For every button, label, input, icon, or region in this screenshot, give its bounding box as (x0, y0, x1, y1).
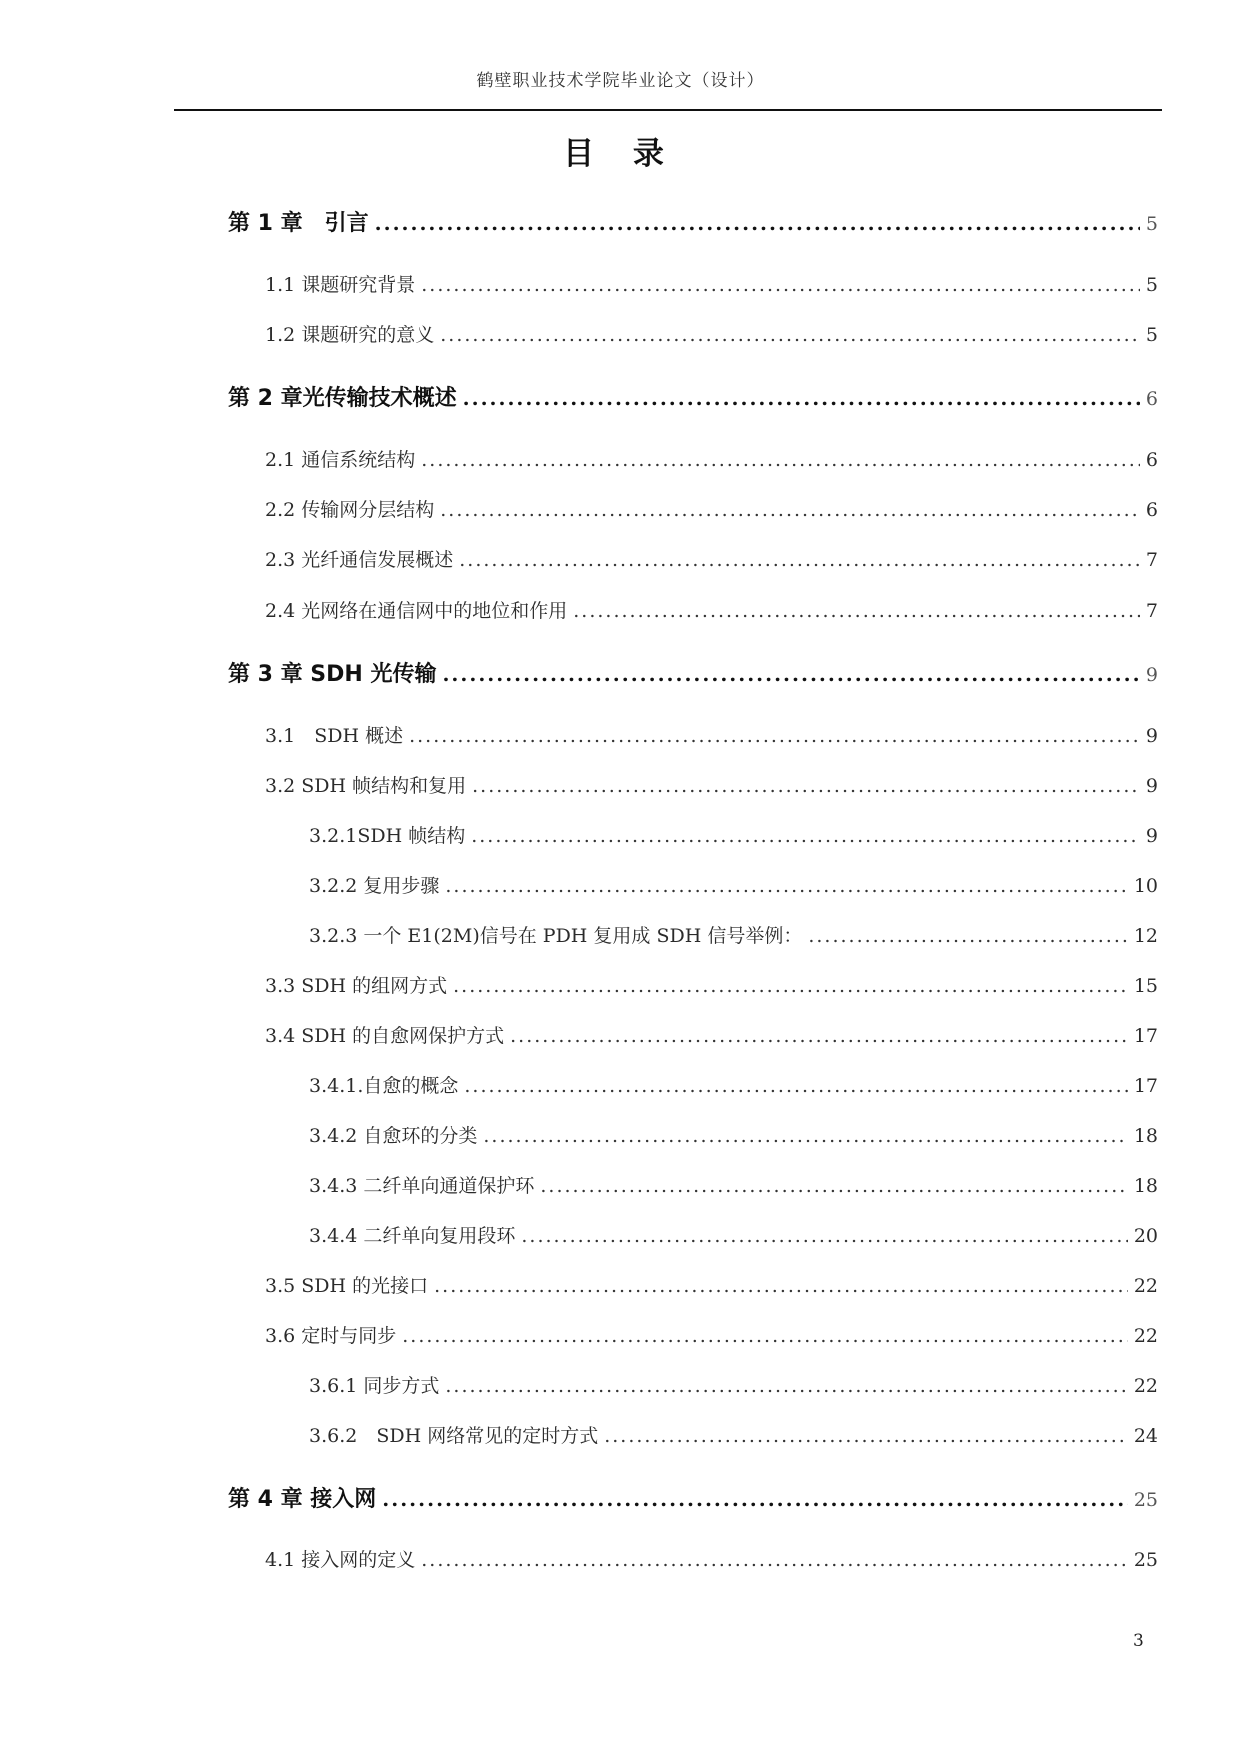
toc-entry-section[interactable] (265, 545, 1158, 575)
toc-entry-page: 5 (1145, 324, 1158, 346)
toc-dot-leader (521, 1221, 1127, 1251)
toc-dot-leader (440, 320, 1140, 350)
toc-entry-page: 9 (1145, 664, 1158, 686)
toc-entry-text: 3.2.1SDH 帧结构 (309, 825, 466, 847)
toc-entry-section[interactable] (265, 721, 1158, 751)
toc-dot-leader (375, 208, 1140, 238)
toc-dot-leader (453, 971, 1128, 1001)
toc-entry-text: 2.3 光纤通信发展概述 (265, 549, 454, 571)
toc-dot-leader (573, 596, 1140, 626)
toc-dot-leader (421, 1545, 1128, 1575)
toc-dot-leader (472, 771, 1140, 801)
toc-entry-text: 3.4.3 二纤单向通道保护环 (309, 1175, 535, 1197)
toc-dot-leader (459, 545, 1140, 575)
toc-entry-subsection[interactable] (309, 821, 1158, 851)
toc-entry-section[interactable] (265, 495, 1158, 525)
toc-dot-leader (445, 1371, 1127, 1401)
toc-entry-section[interactable] (265, 1545, 1158, 1575)
toc-entry-section[interactable] (265, 270, 1158, 300)
header-rule (174, 109, 1162, 111)
toc-entry-text: 2.1 通信系统结构 (265, 449, 416, 471)
toc-entry-chapter-1[interactable] (228, 208, 1158, 238)
toc-entry-text: 2.2 传输网分层结构 (265, 499, 435, 521)
toc-entry-chapter-2[interactable] (228, 383, 1158, 413)
page-header: 鹤壁职业技术学院毕业论文（设计） (476, 71, 765, 91)
toc-dot-leader (382, 1484, 1128, 1514)
toc-dot-leader (445, 871, 1127, 901)
toc-entry-chapter-3[interactable] (228, 659, 1158, 689)
toc-dot-leader (434, 1271, 1128, 1301)
toc-dot-leader (402, 1321, 1128, 1351)
toc-entry-page: 9 (1145, 775, 1158, 797)
toc-entry-page: 25 (1133, 1549, 1158, 1571)
toc-entry-text: 第 4 章 接入网 (228, 1487, 377, 1512)
toc-entry-subsection[interactable] (309, 1071, 1158, 1101)
page-number: 3 (1133, 1631, 1144, 1651)
toc-entry-text: 3.5 SDH 的光接口 (265, 1275, 429, 1297)
toc-entry-subsection[interactable] (309, 871, 1158, 901)
toc-entry-page: 6 (1145, 499, 1158, 521)
toc-dot-leader (510, 1021, 1128, 1051)
toc-entry-page: 9 (1145, 825, 1158, 847)
toc-entry-chapter-4[interactable] (228, 1484, 1158, 1514)
toc-entry-page: 25 (1133, 1489, 1158, 1511)
toc-entry-section[interactable] (265, 320, 1158, 350)
toc-entry-page: 17 (1133, 1025, 1158, 1047)
toc-entry-section[interactable] (265, 596, 1158, 626)
toc-dot-leader (604, 1421, 1128, 1451)
toc-entry-section[interactable] (265, 771, 1158, 801)
toc-dot-leader (808, 921, 1127, 951)
toc-entry-text: 1.2 课题研究的意义 (265, 324, 435, 346)
toc-entry-section[interactable] (265, 971, 1158, 1001)
toc-entry-section[interactable] (265, 1271, 1158, 1301)
toc-dot-leader (421, 445, 1140, 475)
toc-entry-page: 5 (1145, 274, 1158, 296)
toc-dot-leader (421, 270, 1140, 300)
toc-dot-leader (409, 721, 1140, 751)
toc-entry-text: 3.2.3 一个 E1(2M)信号在 PDH 复用成 SDH 信号举例： (309, 925, 803, 947)
toc-entry-page: 9 (1145, 725, 1158, 747)
toc-dot-leader (464, 1071, 1127, 1101)
toc-entry-page: 22 (1133, 1275, 1158, 1297)
toc-entry-page: 6 (1145, 449, 1158, 471)
toc-entry-subsection[interactable] (309, 921, 1158, 951)
toc-entry-subsection[interactable] (309, 1171, 1158, 1201)
toc-entry-page: 12 (1133, 925, 1158, 947)
toc-entry-text: 3.1 SDH 概述 (265, 725, 404, 747)
toc-entry-text: 3.4 SDH 的自愈网保护方式 (265, 1025, 505, 1047)
toc-entry-page: 17 (1133, 1075, 1158, 1097)
toc-entry-page: 10 (1133, 875, 1158, 897)
toc-dot-leader (483, 1121, 1127, 1151)
toc-entry-subsection[interactable] (309, 1221, 1158, 1251)
toc-entry-page: 22 (1133, 1325, 1158, 1347)
toc-entry-page: 7 (1145, 600, 1158, 622)
toc-entry-section[interactable] (265, 1321, 1158, 1351)
toc-title: 目 录 (563, 136, 678, 172)
toc-entry-text: 3.6.1 同步方式 (309, 1375, 440, 1397)
toc-entry-text: 2.4 光网络在通信网中的地位和作用 (265, 600, 568, 622)
toc-entry-text: 4.1 接入网的定义 (265, 1549, 416, 1571)
toc-entry-text: 3.2 SDH 帧结构和复用 (265, 775, 467, 797)
toc-dot-leader (440, 495, 1140, 525)
toc-entry-section[interactable] (265, 1021, 1158, 1051)
toc-entry-text: 1.1 课题研究背景 (265, 274, 416, 296)
toc-entry-section[interactable] (265, 445, 1158, 475)
toc-entry-text: 3.4.2 自愈环的分类 (309, 1125, 478, 1147)
toc-entry-page: 18 (1133, 1125, 1158, 1147)
toc-entry-page: 15 (1133, 975, 1158, 997)
toc-dot-leader (540, 1171, 1127, 1201)
toc-entry-page: 18 (1133, 1175, 1158, 1197)
toc-entry-text: 3.6.2 SDH 网络常见的定时方式 (309, 1425, 599, 1447)
toc-entry-text: 3.6 定时与同步 (265, 1325, 397, 1347)
toc-entry-page: 5 (1145, 213, 1158, 235)
toc-entry-text: 第 2 章光传输技术概述 (228, 386, 457, 411)
toc-entry-text: 第 1 章 引言 (228, 211, 369, 236)
toc-dot-leader (471, 821, 1140, 851)
toc-entry-page: 7 (1145, 549, 1158, 571)
toc-entry-page: 24 (1133, 1425, 1158, 1447)
toc-entry-page: 6 (1145, 388, 1158, 410)
toc-entry-text: 3.2.2 复用步骤 (309, 875, 440, 897)
toc-entry-text: 第 3 章 SDH 光传输 (228, 662, 437, 687)
toc-entry-page: 20 (1133, 1225, 1158, 1247)
toc-entry-subsection[interactable] (309, 1371, 1158, 1401)
toc-entry-page: 22 (1133, 1375, 1158, 1397)
toc-entry-subsection[interactable] (309, 1421, 1158, 1451)
toc-dot-leader (442, 659, 1139, 689)
toc-dot-leader (463, 383, 1140, 413)
toc-entry-subsection[interactable] (309, 1121, 1158, 1151)
toc-entry-text: 3.4.1.自愈的概念 (309, 1075, 459, 1097)
toc-entry-text: 3.3 SDH 的组网方式 (265, 975, 448, 997)
toc-entry-text: 3.4.4 二纤单向复用段环 (309, 1225, 516, 1247)
